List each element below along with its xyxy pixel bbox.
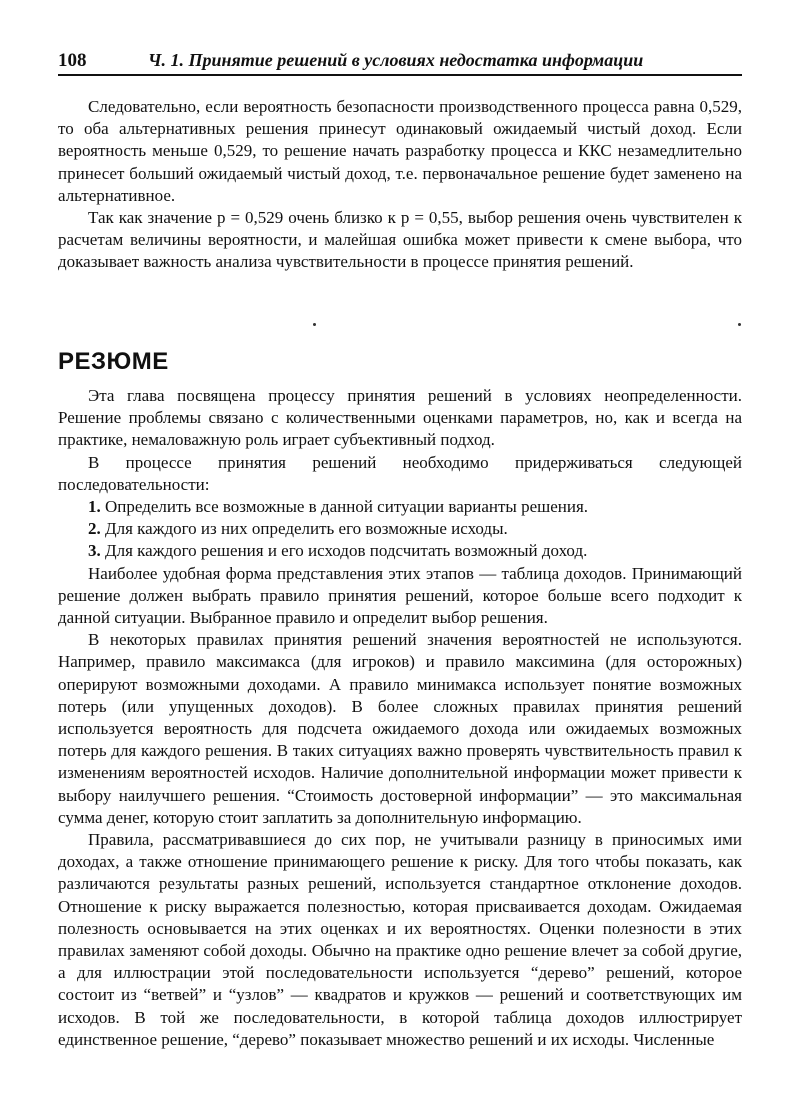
running-header bbox=[58, 50, 742, 76]
list-text: Для каждого из них определить его возможные исходы. bbox=[105, 519, 508, 539]
list-item bbox=[58, 540, 742, 562]
paragraph: В процессе принятия решений необходимо придерживаться следующей последовательности: bbox=[58, 452, 742, 494]
scan-speck bbox=[313, 323, 316, 326]
page-number: 108 bbox=[58, 50, 87, 71]
list-number: 2. bbox=[88, 519, 101, 539]
intro-text bbox=[58, 96, 742, 274]
paragraph: Следовательно, если вероятность безопасности производственного процесса равна 0,529, то оба альтернативных решения принесут одинаковый ожидаемый чистый доход. Если вероятность меньше 0,529, то решение начать разработку процесса и ККС незамедлительно принесет больший ожидаемый чистый доход, т.е. первоначальное решение будет заменено на альтернативное. bbox=[58, 97, 742, 205]
paragraph: Эта глава посвящена процессу принятия решений в условиях неопределенности. Решение проблемы связано с количественными оценками параметров, но, как и всегда на практике, немаловажную роль играет субъективный подход. bbox=[58, 386, 742, 450]
section-heading: РЕЗЮМЕ bbox=[58, 348, 169, 375]
list-number: 1. bbox=[88, 497, 101, 517]
list-item bbox=[58, 518, 742, 540]
paragraph: Так как значение р = 0,529 очень близко к р = 0,55, выбор решения очень чувствителен к расчетам величины вероятности, и малейшая ошибка может привести к смене выбора, что доказывает важность анализа чувствительности в процессе принятия решений. bbox=[58, 208, 742, 272]
paragraph: В некоторых правилах принятия решений значения вероятностей не используются. Например, правило максимакса (для игроков) и правило максимина (для осторожных) оперируют возможными доходами. А правило минимакса использует понятие возможных потерь (или упущенных доходов). В более сложных правилах принятия решений используется вероятность для подсчета ожидаемого дохода или ожидаемых возможных потерь для каждого решения. В таких ситуациях важно проверять чувствительность правил к изменениям вероятностей исходов. Наличие дополнительной информации может привести к выбору наилучшего решения. “Стоимость достоверной информации” — это максимальная сумма денег, которую стоит заплатить за дополнительную информацию. bbox=[58, 630, 742, 827]
list-text: Определить все возможные в данной ситуации варианты решения. bbox=[105, 497, 589, 517]
list-number: 3. bbox=[88, 541, 101, 561]
paragraph: Наиболее удобная форма представления этих этапов — таблица доходов. Принимающий решение должен выбрать правило принятия решений, которое больше всего подходит к данной ситуации. Выбранное правило и определит выбор решения. bbox=[58, 563, 742, 628]
paragraph: Правила, рассматривавшиеся до сих пор, не учитывали разницу в приносимых ими доходах, а также отношение принимающего решение к риску. Для того чтобы показать, как различаются результаты разных решений, используется стандартное отклонение доходов. Отношение к риску выражается полезностью, которая присваивается доходам. Ожидаемая полезность основывается на этих оценках и их вероятностях. Оценки полезности в этих правилах заменяют собой доходы. Обычно на практике одно решение влечет за собой другие, а для иллюстрации этой последовательности используется “дерево” решений, которое состоит из “ветвей” и “узлов” — квадратов и кружков — решений и соответствующих им исходов. В той же последовательности, в которой таблица доходов иллюстрирует единственное решение, “дерево” показывает множество решений и их исходы. Численные bbox=[58, 830, 742, 1049]
chapter-title: Ч. 1. Принятие решений в условиях недостатка информации bbox=[148, 50, 644, 70]
list-item bbox=[58, 496, 742, 518]
scan-speck bbox=[738, 323, 741, 326]
list-text: Для каждого решения и его исходов подсчитать возможный доход. bbox=[105, 541, 588, 561]
summary-text bbox=[58, 385, 742, 1051]
